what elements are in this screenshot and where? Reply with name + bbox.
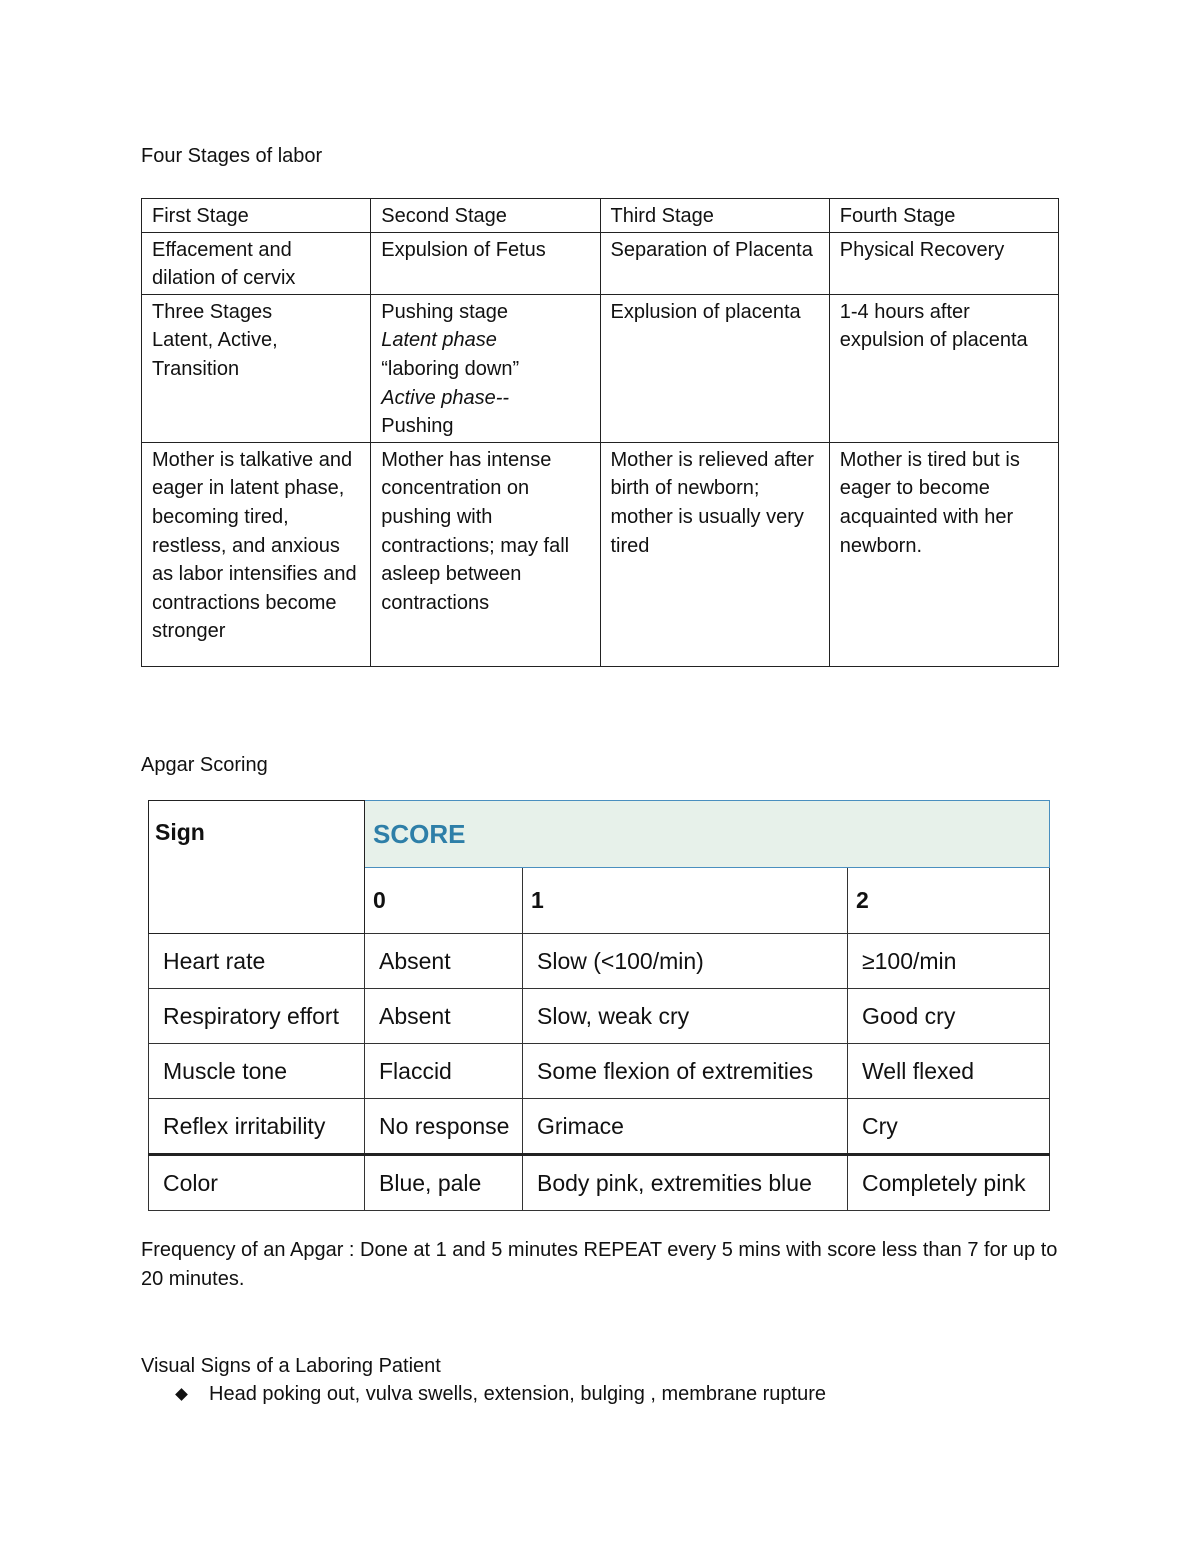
stages-header-cell: Third Stage — [600, 199, 829, 233]
apgar-sign-cell: Respiratory effort — [149, 989, 365, 1044]
apgar-sign-cell: Heart rate — [149, 934, 365, 989]
stages-cell-text: Mother is talkative and eager in latent phase, becoming tired, restless, and anxious as labor intensifies and contractions become stronger — [152, 448, 357, 643]
visual-signs-heading: Visual Signs of a Laboring Patient — [141, 1355, 441, 1377]
apgar-score2-cell: Well flexed — [848, 1044, 1050, 1099]
apgar-score1-cell: Body pink, extremities blue — [523, 1155, 848, 1211]
stages-cell-text: “laboring down” — [381, 357, 520, 380]
stages-cell — [829, 442, 1058, 666]
stages-header-row — [142, 199, 1059, 233]
apgar-score2-cell: ≥100/min — [848, 934, 1050, 989]
stages-table — [141, 198, 1059, 667]
apgar-score1-cell: Slow, weak cry — [523, 989, 848, 1044]
stages-cell — [600, 442, 829, 666]
apgar-score0-cell: Absent — [365, 989, 523, 1044]
stages-cell — [600, 232, 829, 294]
apgar-score0-cell: Flaccid — [365, 1044, 523, 1099]
stages-cell-text: Expulsion of Fetus — [381, 238, 546, 261]
apgar-score0-cell: Blue, pale — [365, 1155, 523, 1211]
sign-header: Sign — [149, 801, 365, 934]
stages-cell — [829, 294, 1058, 442]
apgar-sign-cell: Color — [149, 1155, 365, 1211]
apgar-score1-cell: Grimace — [523, 1099, 848, 1155]
stages-cell — [600, 294, 829, 442]
apgar-row — [149, 989, 1050, 1044]
apgar-score2-cell: Good cry — [848, 989, 1050, 1044]
apgar-sign-cell: Reflex irritability — [149, 1099, 365, 1155]
stages-cell — [371, 232, 600, 294]
apgar-score2-cell: Completely pink — [848, 1155, 1050, 1211]
stages-cell — [371, 294, 600, 442]
stages-row — [142, 442, 1059, 666]
stages-cell-text: Pushing — [381, 415, 454, 438]
apgar-row — [149, 1099, 1050, 1155]
apgar-row — [149, 934, 1050, 989]
apgar-score1-cell: Slow (<100/min) — [523, 934, 848, 989]
apgar-heading: Apgar Scoring — [141, 754, 268, 776]
apgar-score1-cell: Some flexion of extremities — [523, 1044, 848, 1099]
stages-cell-text: Mother has intense concentration on pushing with contractions; may fall asleep between contractions — [381, 448, 570, 614]
apgar-score2-cell: Cry — [848, 1099, 1050, 1155]
apgar-score0-cell: No response — [365, 1099, 523, 1155]
stages-cell-text: Mother is tired but is eager to become acquainted with her newborn. — [839, 448, 1020, 557]
apgar-header-row — [149, 801, 1050, 868]
score-value-1: 1 — [523, 868, 848, 934]
stages-cell-text: Pushing stage — [381, 300, 509, 323]
apgar-frequency-note: Frequency of an Apgar : Done at 1 and 5 minutes REPEAT every 5 mins with score less than 7 for up to 20 minutes. — [141, 1239, 1058, 1290]
stages-header-cell: Second Stage — [371, 199, 600, 233]
stages-cell-text: Latent phase — [381, 329, 497, 352]
apgar-score0-cell: Absent — [365, 934, 523, 989]
stages-cell-text: Separation of Placenta — [610, 238, 813, 261]
stages-row — [142, 232, 1059, 294]
stages-cell-text: Three Stages — [152, 300, 273, 323]
stages-cell — [142, 232, 371, 294]
stages-cell-text: Explusion of placenta — [610, 300, 801, 323]
apgar-sign-cell: Muscle tone — [149, 1044, 365, 1099]
bullet-list-item — [175, 1380, 826, 1408]
apgar-row — [149, 1155, 1050, 1211]
apgar-row — [149, 1044, 1050, 1099]
stages-cell — [142, 294, 371, 442]
stages-cell — [829, 232, 1058, 294]
bullet-text: Head poking out, vulva swells, extension, bulging , membrane rupture — [209, 1383, 827, 1405]
stages-header-cell: First Stage — [142, 199, 371, 233]
diamond-bullet-icon — [175, 1388, 188, 1401]
score-header: SCORE — [365, 801, 1050, 868]
stages-cell-text: Effacement and dilation of cervix — [152, 238, 296, 290]
stages-header-cell: Fourth Stage — [829, 199, 1058, 233]
stages-row — [142, 294, 1059, 442]
score-value-2: 2 — [848, 868, 1050, 934]
stages-cell-text: Active phase-- — [381, 386, 510, 409]
stages-heading: Four Stages of labor — [141, 145, 323, 167]
stages-cell-text: 1-4 hours after expulsion of placenta — [839, 300, 1028, 352]
apgar-table — [148, 800, 1050, 1211]
stages-cell — [142, 442, 371, 666]
score-value-0: 0 — [365, 868, 523, 934]
stages-cell-text: Physical Recovery — [839, 238, 1005, 261]
stages-cell-text: Mother is relieved after birth of newborn; mother is usually very tired — [610, 448, 814, 557]
stages-cell — [371, 442, 600, 666]
stages-cell-text: Latent, Active, Transition — [152, 329, 278, 380]
